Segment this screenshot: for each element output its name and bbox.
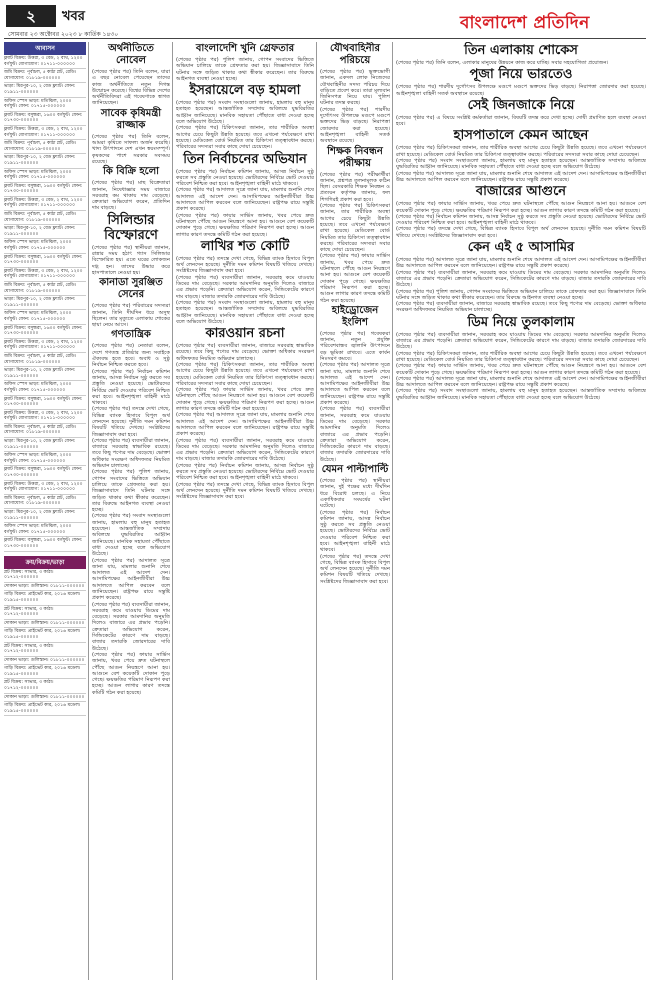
headline-israel: ইসরায়েলে বড় হামলা	[189, 83, 301, 99]
classified-item: জমি বিক্রয়: পূর্বাচল, ৫ কাঠা প্লট, রেডি। যোগাযোগ: ০১৮১৯-০০০০০০	[4, 140, 86, 154]
story-body-bazar-cont: (শেষের পৃষ্ঠার পর) তদন্তে দেখা গেছে, বিভিন্ন ব্যাংক হিসাবে বিপুল অর্থ লেনদেন হয়েছে। দুর্নীতি দমন কমিশন বিষয়টি খতিয়ে দেখছে। সংশ্লিষ্টদের জিজ্ঞাসাবাদ করা হবে।	[396, 226, 646, 239]
classified-item: ফ্ল্যাট বিক্রয়: বসুন্ধরা, ১৬০০ বর্গফুট। ফোন: ০১৭৩০-০০০০০০	[4, 183, 86, 197]
classifieds-column	[4, 42, 86, 980]
story-body-keno-cont: (শেষের পৃষ্ঠার পর) ব্যবসায়ীরা জানান, সরবরাহ কমে যাওয়ায় ডিমের দাম বেড়েছে। সরকার আমদানির অনুমতি দিলেও বাজারে এর প্রভাব পড়েনি। ক্রেতারা অভিযোগ করেন, সিন্ডিকেটের কারণে দাম বাড়ছে। বাজার তদারকি জোরদারের দাবি উঠেছে।	[396, 269, 646, 289]
story-body-dim-cont: (শেষের পৃষ্ঠার পর) চিকিৎসকরা জানান, তার শারীরিক অবস্থা আগের চেয়ে কিছুটা উন্নতি হয়েছে। তবে এখনো পর্যবেক্ষণে রাখা হয়েছে। মেডিকেল বোর্ড নিয়মিত তার চিকিৎসা তত্ত্বাবধান করছে। পরিবারের সদস্যরা সবার কাছে দোয়া চেয়েছেন।	[396, 350, 646, 363]
story-body-lakhs-cont: (শেষের পৃষ্ঠার পর) সংবাদ সংস্থাগুলো জানায়, হামলায় বহু মানুষ হতাহত হয়েছেন। আন্তর্জাতিক সম্প্রদায় অবিলম্বে যুদ্ধবিরতির আহ্বান জানিয়েছে। মানবিক সহায়তা পৌঁছাতে বাধা দেওয়া হচ্ছে বলে অভিযোগ উঠেছে।	[176, 299, 314, 325]
classified-item: গাড়ি বিক্রয়: প্রাইভেট কার, ২০১৬ মডেল। ০১৯১৫-০০০০০০	[4, 591, 86, 605]
classified-item: জমি বিক্রয়: পূর্বাচল, ৫ কাঠা প্লট, রেডি। যোগাযোগ: ০১৮১৯-০০০০০০	[4, 211, 86, 225]
headline-keno: কেন এই ৫ আসামির	[467, 240, 575, 256]
classified-item: দোকান ভাড়া: গুলিস্তান। ০১৮১১-০০০০০০	[4, 583, 86, 592]
headline-canada: কানাডা সুরঞ্জিত সেনের	[99, 277, 163, 301]
story-body-hasapatal-cont: (শেষের পৃষ্ঠার পর) আদালত সূত্রে জানা যায়, মামলার শুনানি শেষে আদালত এই আদেশ দেন। আসামিপক্ষের আইনজীবীরা উচ্চ আদালতে আপিল করবেন বলে জানিয়েছেন। রাষ্ট্রপক্ষ রায়ে সন্তুষ্টি প্রকাশ করেছে।	[396, 170, 646, 183]
story-body-nobel: (শেষের পৃষ্ঠার পর) তিনি বলেন, যারা এ বছর নোবেল পেয়েছেন তাদের কাজ অর্থনীতিতে নতুন দিগন্ত উন্মোচন করেছে। বিশ্বের বিভিন্ন দেশের অর্থনীতিবিদরা এই গবেষণাকে স্বাগত জানিয়েছেন।	[92, 69, 170, 107]
classified-header-housing: আবাসন	[4, 42, 86, 55]
column-5	[320, 42, 390, 980]
story-body-hydrogen-cont: (শেষের পৃষ্ঠার পর) ব্যবসায়ীরা জানান, সরবরাহ কমে যাওয়ায় ডিমের দাম বেড়েছে। সরকার আমদানির অনুমতি দিলেও বাজারে এর প্রভাব পড়েনি। ক্রেতারা অভিযোগ করেন, সিন্ডিকেটের কারণে দাম বাড়ছে। বাজার তদারকি জোরদারের দাবি উঠেছে।	[320, 406, 390, 463]
story-body-jouthodhi: (শেষের পৃষ্ঠার পর) ভুক্তভোগী জানান, একদল লোক নিজেদের যৌথবাহিনীর সদস্য পরিচয় দিয়ে বাড়িতে প্রবেশ করে। তারা মূল্যবান জিনিসপত্র নিয়ে যায়। পুলিশ ঘটনার তদন্ত করছে।	[320, 69, 390, 107]
story-body-jouthodhi-cont: (শেষের পৃষ্ঠার পর) শারদীয় দুর্গোৎসব উপলক্ষে মণ্ডপে মণ্ডপে ভক্তদের ভিড় বাড়ছে। নিরাপত্তা জোরদার করা হয়েছে। আইনশৃঙ্খলা বাহিনী সতর্ক অবস্থানে রয়েছে।	[320, 106, 390, 145]
headline-jouthodhi: যৌথবাহিনীর পরিচয়ে	[329, 43, 381, 66]
headline-karwan: কারওয়ান রচনা	[205, 326, 285, 342]
classified-item: প্লট বিক্রয়: সাভার, ৩ কাঠা। ০১৭১২-০০০০০০	[4, 569, 86, 583]
headline-bd-crash: বাংলাদেশি খুনি গ্রেফতার	[195, 43, 295, 54]
classified-item: ফ্ল্যাট বিক্রয়: উত্তরা, ৩ বেড, ২ বাথ, ১২০০ বর্গফুট। যোগাযোগ: ০১৭১১-০০০০০০	[4, 55, 86, 69]
masthead	[4, 2, 646, 32]
classified-item: ভাড়া: মিরপুর-১০, ২ বেড ফ্ল্যাট। ফোন: ০১৯১১-০০০০০০	[4, 296, 86, 310]
story-body-ghat: (শেষের পৃষ্ঠার পর) স্থানীয়রা জানান, দুই পক্ষের মধ্যে দীর্ঘদিন ধরে বিরোধ চলছে। এ নিয়ে একাধিকবার সংঘর্ষের ঘটনা ঘটেছে।	[320, 478, 390, 510]
headline-lakhs: লাখির শত কোটি	[200, 238, 290, 254]
classified-item: ফ্ল্যাট বিক্রয়: বসুন্ধরা, ১৬০০ বর্গফুট। ফোন: ০১৭৩০-০০০০০০	[4, 325, 86, 339]
classified-item: প্লট বিক্রয়: সাভার, ৩ কাঠা। ০১৭১২-০০০০০০	[4, 643, 86, 657]
classified-item: ভাড়া: মিরপুর-১০, ২ বেড ফ্ল্যাট। ফোন: ০১৯১১-০০০০০০	[4, 509, 86, 523]
headline-shikkha: শিক্ষক নিবন্ধন পরীক্ষায়	[327, 145, 383, 169]
classified-item: ফ্ল্যাট বিক্রয়: বসুন্ধরা, ১৬০০ বর্গফুট। ফোন: ০১৭৩০-০০০০০০	[4, 466, 86, 480]
headline-dim: ডিম নিয়ে তুলকালাম	[467, 314, 575, 330]
column-divider	[88, 42, 89, 980]
classified-item: ফ্ল্যাট বিক্রয়: বসুন্ধরা, ১৬০০ বর্গফুট। ফোন: ০১৭৩০-০০০০০০	[4, 396, 86, 410]
story-body-filler: (শেষের পৃষ্ঠার পর) নির্বাচন কমিশন জানায়, আসন্ন নির্বাচন সুষ্ঠু করতে সব প্রস্তুতি নেওয়া হয়েছে। ভোটারদের নির্বিঘ্নে ভোট দেওয়ার পরিবেশ নিশ্চিত করা হবে। আইনশৃঙ্খলা বাহিনী মাঠে থাকবে।	[92, 368, 170, 407]
classified-item: ভাড়া: মিরপুর-১০, ২ বেড ফ্ল্যাট। ফোন: ০১৯১১-০০০০০০	[4, 225, 86, 239]
story-body-hydrogen: (শেষের পৃষ্ঠার পর) গবেষকরা জানান, নতুন প্রযুক্তি পরিবেশবান্ধব জ্বালানি উৎপাদনে বড় ভূমিকা রাখবে। এতে কার্বন নিঃসরণ কমবে।	[320, 330, 390, 362]
story-body-ghat-cont: (শেষের পৃষ্ঠার পর) নির্বাচন কমিশন জানায়, আসন্ন নির্বাচন সুষ্ঠু করতে সব প্রস্তুতি নেওয়া হয়েছে। ভোটারদের নির্বিঘ্নে ভোট দেওয়ার পরিবেশ নিশ্চিত করা হবে। আইনশৃঙ্খলা বাহিনী মাঠে থাকবে।	[320, 509, 390, 554]
story-body-shei: (শেষের পৃষ্ঠার পর) এ বিষয়ে সংশ্লিষ্ট কর্মকর্তারা জানান, বিষয়টি তদন্ত করে দেখা হচ্ছে। দোষী প্রমাণিত হলে ব্যবস্থা নেওয়া হবে।	[396, 114, 646, 128]
story-body-razzak: (শেষের পৃষ্ঠার পর) তিনি বলেন, আমরা কৃষিতে সাফল্য অর্জন করেছি। খাদ্য উৎপাদনে দেশ এখন স্বয়ংসম্পূর্ণ। কৃষকদের পাশে সরকার সবসময় রয়েছে।	[92, 133, 170, 165]
story-body-dim-cont: (শেষের পৃষ্ঠার পর) সংবাদ সংস্থাগুলো জানায়, হামলায় বহু মানুষ হতাহত হয়েছেন। আন্তর্জাতিক সম্প্রদায় অবিলম্বে যুদ্ধবিরতির আহ্বান জানিয়েছে। মানবিক সহায়তা পৌঁছাতে বাধা দেওয়া হচ্ছে বলে অভিযোগ উঠেছে।	[396, 388, 646, 401]
story-body-lakhs-cont: (শেষের পৃষ্ঠার পর) ব্যবসায়ীরা জানান, সরবরাহ কমে যাওয়ায় ডিমের দাম বেড়েছে। সরকার আমদানির অনুমতি দিলেও বাজারে এর প্রভাব পড়েনি। ক্রেতারা অভিযোগ করেন, সিন্ডিকেটের কারণে দাম বাড়ছে। বাজার তদারকি জোরদারের দাবি উঠেছে।	[176, 274, 314, 300]
headline-hasapatal: হাসপাতালে কেমন আছেন	[453, 128, 589, 144]
header-rule	[4, 38, 646, 39]
classified-item: প্লট বিক্রয়: সাভার, ৩ কাঠা। ০১৭১২-০০০০০০	[4, 606, 86, 620]
story-body-hydrogen-cont: (শেষের পৃষ্ঠার পর) আদালত সূত্রে জানা যায়, মামলার শুনানি শেষে আদালত এই আদেশ দেন। আসামিপক্ষের আইনজীবীরা উচ্চ আদালতে আপিল করবেন বলে জানিয়েছেন। রাষ্ট্রপক্ষ রায়ে সন্তুষ্টি প্রকাশ করেছে।	[320, 362, 390, 407]
story-body-hilsa: (শেষের পৃষ্ঠার পর) মাছ বিক্রেতারা জানান, নিষেধাজ্ঞার সময় বাজারে সরবরাহ কম থাকায় দাম বেড়েছে। ক্রেতারা অভিযোগ করেন, প্রতিদিন দাম বাড়ছে।	[92, 180, 170, 212]
headline-puja: পূজা নিয়ে ভারতেও	[469, 67, 573, 83]
story-body-filler: (শেষের পৃষ্ঠার পর) পুলিশ জানায়, গোপন সংবাদের ভিত্তিতে অভিযান চালিয়ে তাকে গ্রেফতার করা হয়। জিজ্ঞাসাবাদে তিনি ঘটনার সঙ্গে জড়িত থাকার কথা স্বীকার করেছেন। তার বিরুদ্ধে আইনগত ব্যবস্থা নেওয়া হচ্ছে।	[92, 469, 170, 514]
column-divider	[392, 42, 393, 980]
classified-item: ফ্ল্যাট বিক্রয়: উত্তরা, ৩ বেড, ২ বাথ, ১২০০ বর্গফুট। যোগাযোগ: ০১৭১১-০০০০০০	[4, 339, 86, 353]
newspaper-logo	[450, 4, 640, 33]
headline-razzak: সাবেক কৃষিমন্ত্রী রাজ্জাক	[100, 107, 162, 131]
classified-item: অফিস স্পেস ভাড়া: মতিঝিল, ২০০০ বর্গফুট। ফোন: ০১৭১৫-০০০০০০	[4, 169, 86, 183]
story-body-israel: (শেষের পৃষ্ঠার পর) সংবাদ সংস্থাগুলো জানায়, হামলায় বহু মানুষ হতাহত হয়েছেন। আন্তর্জাতিক সম্প্রদায় অবিলম্বে যুদ্ধবিরতির আহ্বান জানিয়েছে। মানবিক সহায়তা পৌঁছাতে বাধা দেওয়া হচ্ছে বলে অভিযোগ উঠেছে।	[176, 100, 314, 126]
story-body-dim: (শেষের পৃষ্ঠার পর) ব্যবসায়ীরা জানান, সরবরাহ কমে যাওয়ায় ডিমের দাম বেড়েছে। সরকার আমদানির অনুমতি দিলেও বাজারে এর প্রভাব পড়েনি। ক্রেতারা অভিযোগ করেন, সিন্ডিকেটের কারণে দাম বাড়ছে। বাজার তদারকি জোরদারের দাবি উঠেছে।	[396, 331, 646, 351]
story-body-gonotantri: (শেষের পৃষ্ঠার পর) নেতারা বলেন, দেশে গণতন্ত্র প্রতিষ্ঠার জন্য সবাইকে ঐক্যবদ্ধ হতে হবে। অবাধ ও সুষ্ঠু নির্বাচন নিশ্চিত করতে হবে।	[92, 343, 170, 369]
classified-item: অফিস স্পেস ভাড়া: মতিঝিল, ২০০০ বর্গফুট। ফোন: ০১৭১৫-০০০০০০	[4, 239, 86, 253]
column-divider	[316, 42, 317, 980]
story-body-three-elections-cont: (শেষের পৃষ্ঠার পর) ফায়ার সার্ভিস জানায়, খবর পেয়ে দ্রুত ঘটনাস্থলে পৌঁছে আগুন নিয়ন্ত্রণে আনা হয়। আগুনে বেশ কয়েকটি দোকান পুড়ে গেছে। ক্ষয়ক্ষতির পরিমাণ নিরূপণ করা হচ্ছে। আগুন লাগার কারণ তদন্তে কমিটি গঠন করা হয়েছে।	[176, 212, 314, 238]
classified-item: ফ্ল্যাট বিক্রয়: উত্তরা, ৩ বেড, ২ বাথ, ১২০০ বর্গফুট। যোগাযোগ: ০১৭১১-০০০০০০	[4, 126, 86, 140]
headline-hydrogen: হাইড্রোজেন ইংলিশ	[331, 304, 379, 328]
column-divider	[172, 42, 173, 980]
headline-three-elections: তিন নির্বাচনের অভিযান	[183, 151, 307, 167]
classified-item: ফ্ল্যাট বিক্রয়: উত্তরা, ৩ বেড, ২ বাথ, ১২০০ বর্গফুট। যোগাযোগ: ০১৭১১-০০০০০০	[4, 481, 86, 495]
classified-item: ফ্ল্যাট বিক্রয়: বসুন্ধরা, ১৬০০ বর্গফুট। ফোন: ০১৭৩০-০০০০০০	[4, 254, 86, 268]
classified-item: দোকান ভাড়া: গুলিস্তান। ০১৮১১-০০০০০০	[4, 694, 86, 703]
classified-item: ভাড়া: মিরপুর-১০, ২ বেড ফ্ল্যাট। ফোন: ০১৯১১-০০০০০০	[4, 367, 86, 381]
classified-item: ফ্ল্যাট বিক্রয়: বসুন্ধরা, ১৬০০ বর্গফুট। ফোন: ০১৭৩০-০০০০০০	[4, 112, 86, 126]
classified-item: জমি বিক্রয়: পূর্বাচল, ৫ কাঠা প্লট, রেডি। যোগাযোগ: ০১৮১৯-০০০০০০	[4, 69, 86, 83]
headline-shei: সেই জিনজাকে নিয়ে	[467, 97, 575, 113]
story-body-karwan-cont: (শেষের পৃষ্ঠার পর) আদালত সূত্রে জানা যায়, মামলার শুনানি শেষে আদালত এই আদেশ দেন। আসামিপক্ষের আইনজীবীরা উচ্চ আদালতে আপিল করবেন বলে জানিয়েছেন। রাষ্ট্রপক্ষ রায়ে সন্তুষ্টি প্রকাশ করেছে।	[176, 412, 314, 438]
story-body-shikkha-cont: (শেষের পৃষ্ঠার পর) চিকিৎসকরা জানান, তার শারীরিক অবস্থা আগের চেয়ে কিছুটা উন্নতি হয়েছে। তবে এখনো পর্যবেক্ষণে রাখা হয়েছে। মেডিকেল বোর্ড নিয়মিত তার চিকিৎসা তত্ত্বাবধান করছে। পরিবারের সদস্যরা সবার কাছে দোয়া চেয়েছেন।	[320, 203, 390, 254]
story-body-karwan-cont: (শেষের পৃষ্ঠার পর) তদন্তে দেখা গেছে, বিভিন্ন ব্যাংক হিসাবে বিপুল অর্থ লেনদেন হয়েছে। দুর্নীতি দমন কমিশন বিষয়টি খতিয়ে দেখছে। সংশ্লিষ্টদের জিজ্ঞাসাবাদ করা হবে।	[176, 481, 314, 501]
headline-bazar: বাজারের আগুনে	[475, 184, 567, 200]
story-body-keno-cont: (শেষের পৃষ্ঠার পর) পুলিশ জানায়, গোপন সংবাদের ভিত্তিতে অভিযান চালিয়ে তাকে গ্রেফতার করা হয়। জিজ্ঞাসাবাদে তিনি ঘটনার সঙ্গে জড়িত থাকার কথা স্বীকার করেছেন। তার বিরুদ্ধে আইনগত ব্যবস্থা নেওয়া হচ্ছে।	[396, 288, 646, 301]
story-body-israel-cont: (শেষের পৃষ্ঠার পর) চিকিৎসকরা জানান, তার শারীরিক অবস্থা আগের চেয়ে কিছুটা উন্নতি হয়েছে। তবে এখনো পর্যবেক্ষণে রাখা হয়েছে। মেডিকেল বোর্ড নিয়মিত তার চিকিৎসা তত্ত্বাবধান করছে। পরিবারের সদস্যরা সবার কাছে দোয়া চেয়েছেন।	[176, 125, 314, 151]
classified-item: ফ্ল্যাট বিক্রয়: উত্তরা, ৩ বেড, ২ বাথ, ১২০০ বর্গফুট। যোগাযোগ: ০১৭১১-০০০০০০	[4, 197, 86, 211]
story-body-bazar: (শেষের পৃষ্ঠার পর) ফায়ার সার্ভিস জানায়, খবর পেয়ে দ্রুত ঘটনাস্থলে পৌঁছে আগুন নিয়ন্ত্রণে আনা হয়। আগুনে বেশ কয়েকটি দোকান পুড়ে গেছে। ক্ষয়ক্ষতির পরিমাণ নিরূপণ করা হচ্ছে। আগুন লাগার কারণ তদন্তে কমিটি গঠন করা হয়েছে।	[396, 201, 646, 214]
story-body-keno: (শেষের পৃষ্ঠার পর) আদালত সূত্রে জানা যায়, মামলার শুনানি শেষে আদালত এই আদেশ দেন। আসামিপক্ষের আইনজীবীরা উচ্চ আদালতে আপিল করবেন বলে জানিয়েছেন। রাষ্ট্রপক্ষ রায়ে সন্তুষ্টি প্রকাশ করেছে।	[396, 257, 646, 270]
story-body-karwan-cont: (শেষের পৃষ্ঠার পর) ফায়ার সার্ভিস জানায়, খবর পেয়ে দ্রুত ঘটনাস্থলে পৌঁছে আগুন নিয়ন্ত্রণে আনা হয়। আগুনে বেশ কয়েকটি দোকান পুড়ে গেছে। ক্ষয়ক্ষতির পরিমাণ নিরূপণ করা হচ্ছে। আগুন লাগার কারণ তদন্তে কমিটি গঠন করা হয়েছে।	[176, 387, 314, 413]
headline-cylinder: সিলিন্ডার বিস্ফোরণে	[104, 212, 158, 243]
section-name: খবর	[62, 9, 85, 24]
classified-item: ভাড়া: মিরপুর-১০, ২ বেড ফ্ল্যাট। ফোন: ০১৯১১-০০০০০০	[4, 438, 86, 452]
classified-item: অফিস স্পেস ভাড়া: মতিঝিল, ২০০০ বর্গফুট। ফোন: ০১৭১৫-০০০০০০	[4, 310, 86, 324]
classified-item: গাড়ি বিক্রয়: প্রাইভেট কার, ২০১৬ মডেল। ০১৯১৫-০০০০০০	[4, 702, 86, 716]
right-block	[396, 42, 646, 980]
story-body-karwan: (শেষের পৃষ্ঠার পর) ব্যবসায়ীরা জানান, বাজারে সরবরাহ স্বাভাবিক রয়েছে। তবে কিছু পণ্যের দাম বেড়েছে। ভোক্তা অধিকার সংরক্ষণ অধিদফতর নিয়মিত অভিযান চালাচ্ছে।	[176, 343, 314, 362]
classified-item: গাড়ি বিক্রয়: প্রাইভেট কার, ২০১৬ মডেল। ০১৯১৫-০০০০০০	[4, 628, 86, 642]
story-body-filler: (শেষের পৃষ্ঠার পর) ব্যবসায়ীরা জানান, সরবরাহ কমে যাওয়ায় ডিমের দাম বেড়েছে। সরকার আমদানির অনুমতি দিলেও বাজারে এর প্রভাব পড়েনি। ক্রেতারা অভিযোগ করেন, সিন্ডিকেটের কারণে দাম বাড়ছে। বাজার তদারকি জোরদারের দাবি উঠেছে।	[92, 601, 170, 652]
classified-item: গাড়ি বিক্রয়: প্রাইভেট কার, ২০১৬ মডেল। ০১৯১৫-০০০০০০	[4, 665, 86, 679]
logo-text: বাংলাদেশ প্রতিদিন	[460, 13, 590, 33]
headline-ghat: যেমন পাল্টাপাল্টি	[321, 464, 389, 476]
classified-item: অফিস স্পেস ভাড়া: মতিঝিল, ২০০০ বর্গফুট। ফোন: ০১৭১৫-০০০০০০	[4, 452, 86, 466]
story-body-puja: (শেষের পৃষ্ঠার পর) শারদীয় দুর্গোৎসব উপলক্ষে মণ্ডপে মণ্ডপে ভক্তদের ভিড় বাড়ছে। নিরাপত্তা জোরদার করা হয়েছে। আইনশৃঙ্খলা বাহিনী সতর্ক অবস্থানে রয়েছে।	[396, 84, 646, 97]
story-body-dim-cont: (শেষের পৃষ্ঠার পর) ফায়ার সার্ভিস জানায়, খবর পেয়ে দ্রুত ঘটনাস্থলে পৌঁছে আগুন নিয়ন্ত্রণে আনা হয়। আগুনে বেশ কয়েকটি দোকান পুড়ে গেছে। ক্ষয়ক্ষতির পরিমাণ নিরূপণ করা হচ্ছে। আগুন লাগার কারণ তদন্তে কমিটি গঠন করা হয়েছে।	[396, 363, 646, 376]
classified-header-buy-sell: ক্রয়/বিক্রয়/ভাড়া	[4, 556, 86, 569]
classified-item: ফ্ল্যাট বিক্রয়: বসুন্ধরা, ১৬০০ বর্গফুট। ফোন: ০১৭৩০-০০০০০০	[4, 537, 86, 551]
story-body-filler: (শেষের পৃষ্ঠার পর) ব্যবসায়ীরা জানান, বাজারে সরবরাহ স্বাভাবিক রয়েছে। তবে কিছু পণ্যের দাম বেড়েছে। ভোক্তা অধিকার সংরক্ষণ অধিদফতর নিয়মিত অভিযান চালাচ্ছে।	[92, 437, 170, 470]
story-body-karwan-cont: (শেষের পৃষ্ঠার পর) ব্যবসায়ীরা জানান, সরবরাহ কমে যাওয়ায় ডিমের দাম বেড়েছে। সরকার আমদানির অনুমতি দিলেও বাজারে এর প্রভাব পড়েনি। ক্রেতারা অভিযোগ করেন, সিন্ডিকেটের কারণে দাম বাড়ছে। বাজার তদারকি জোরদারের দাবি উঠেছে।	[176, 437, 314, 463]
classified-item: অফিস স্পেস ভাড়া: মতিঝিল, ২০০০ বর্গফুট। ফোন: ০১৭১৫-০০০০০০	[4, 523, 86, 537]
story-body-bd-crash: (শেষের পৃষ্ঠার পর) পুলিশ জানায়, গোপন সংবাদের ভিত্তিতে অভিযান চালিয়ে তাকে গ্রেফতার করা হয়। জিজ্ঞাসাবাদে তিনি ঘটনার সঙ্গে জড়িত থাকার কথা স্বীকার করেছেন। তার বিরুদ্ধে আইনগত ব্যবস্থা নেওয়া হচ্ছে।	[176, 57, 314, 82]
story-body-filler: (শেষের পৃষ্ঠার পর) তদন্তে দেখা গেছে, বিভিন্ন ব্যাংক হিসাবে বিপুল অর্থ লেনদেন হয়েছে। দুর্নীতি দমন কমিশন বিষয়টি খতিয়ে দেখছে। সংশ্লিষ্টদের জিজ্ঞাসাবাদ করা হবে।	[92, 406, 170, 438]
classified-item: দোকান ভাড়া: গুলিস্তান। ০১৮১১-০০০০০০	[4, 620, 86, 629]
story-body-bazar-cont: (শেষের পৃষ্ঠার পর) নির্বাচন কমিশন জানায়, আসন্ন নির্বাচন সুষ্ঠু করতে সব প্রস্তুতি নেওয়া হয়েছে। ভোটারদের নির্বিঘ্নে ভোট দেওয়ার পরিবেশ নিশ্চিত করা হবে। আইনশৃঙ্খলা বাহিনী মাঠে থাকবে।	[396, 213, 646, 227]
story-body-canada: (শেষের পৃষ্ঠার পর) পরিবারের সদস্যরা জানান, তিনি দীর্ঘদিন ধরে অসুস্থ ছিলেন। তার মৃত্যুতে এলাকায় শোকের ছায়া নেমে আসে।	[92, 303, 170, 329]
dateline: সোমবার ২৩ অক্টোবর ২০২৩ ৮ কার্তিক ১৪৩০	[8, 31, 119, 38]
classified-item: প্লট বিক্রয়: সাভার, ৩ কাঠা। ০১৭১২-০০০০০০	[4, 679, 86, 693]
story-body-tin-eleka: (শেষের পৃষ্ঠার পর) তিনি বলেন, এলাকার মানুষের উন্নয়নে কাজ করে যাচ্ছি। সবার সহযোগিতা প্রয়োজন।	[396, 60, 609, 66]
story-body-hasapatal: (শেষের পৃষ্ঠার পর) চিকিৎসকরা জানান, তার শারীরিক অবস্থা আগের চেয়ে কিছুটা উন্নতি হয়েছে। তবে এখনো পর্যবেক্ষণে রাখা হয়েছে। মেডিকেল বোর্ড নিয়মিত তার চিকিৎসা তত্ত্বাবধান করছে। পরিবারের সদস্যরা সবার কাছে দোয়া চেয়েছেন।	[396, 145, 646, 158]
story-body-filler: (শেষের পৃষ্ঠার পর) ফায়ার সার্ভিস জানায়, খবর পেয়ে দ্রুত ঘটনাস্থলে পৌঁছে আগুন নিয়ন্ত্রণে আনা হয়। আগুনে বেশ কয়েকটি দোকান পুড়ে গেছে। ক্ষয়ক্ষতির পরিমাণ নিরূপণ করা হচ্ছে। আগুন লাগার কারণ তদন্তে কমিটি গঠন করা হয়েছে।	[92, 651, 170, 696]
story-body-keno-cont: (শেষের পৃষ্ঠার পর) ব্যবসায়ীরা জানান, বাজারে সরবরাহ স্বাভাবিক রয়েছে। তবে কিছু পণ্যের দাম বেড়েছে। ভোক্তা অধিকার সংরক্ষণ অধিদফতর নিয়মিত অভিযান চালাচ্ছে।	[396, 301, 646, 314]
classified-item: ফ্ল্যাট বিক্রয়: উত্তরা, ৩ বেড, ২ বাথ, ১২০০ বর্গফুট। যোগাযোগ: ০১৭১১-০০০০০০	[4, 410, 86, 424]
story-body-hasapatal-cont: (শেষের পৃষ্ঠার পর) সংবাদ সংস্থাগুলো জানায়, হামলায় বহু মানুষ হতাহত হয়েছেন। আন্তর্জাতিক সম্প্রদায় অবিলম্বে যুদ্ধবিরতির আহ্বান জানিয়েছে। মানবিক সহায়তা পৌঁছাতে বাধা দেওয়া হচ্ছে বলে অভিযোগ উঠেছে।	[396, 158, 646, 171]
headline-tin-eleka: তিন এলাকায় শোকেস	[464, 43, 578, 58]
story-body-karwan-cont: (শেষের পৃষ্ঠার পর) নির্বাচন কমিশন জানায়, আসন্ন নির্বাচন সুষ্ঠু করতে সব প্রস্তুতি নেওয়া হয়েছে। ভোটারদের নির্বিঘ্নে ভোট দেওয়ার পরিবেশ নিশ্চিত করা হবে। আইনশৃঙ্খলা বাহিনী মাঠে থাকবে।	[176, 462, 314, 482]
headline-gonotantri: গণতান্ত্রিক	[111, 329, 151, 341]
classified-item: ফ্ল্যাট বিক্রয়: উত্তরা, ৩ বেড, ২ বাথ, ১২০০ বর্গফুট। যোগাযোগ: ০১৭১১-০০০০০০	[4, 268, 86, 282]
classified-item: ভাড়া: মিরপুর-১০, ২ বেড ফ্ল্যাট। ফোন: ০১৯১১-০০০০০০	[4, 83, 86, 97]
classified-item: জমি বিক্রয়: পূর্বাচল, ৫ কাঠা প্লট, রেডি। যোগাযোগ: ০১৮১৯-০০০০০০	[4, 495, 86, 509]
story-body-cylinder: (শেষের পৃষ্ঠার পর) স্থানীয়রা জানান, রান্নার সময় হঠাৎ গ্যাস সিলিন্ডার বিস্ফোরিত হয়। এতে ঘরের লোকজন দগ্ধ হন। তাদের উদ্ধার করে হাসপাতালে নেওয়া হয়।	[92, 244, 170, 276]
story-body-karwan-cont: (শেষের পৃষ্ঠার পর) চিকিৎসকরা জানান, তার শারীরিক অবস্থা আগের চেয়ে কিছুটা উন্নতি হয়েছে। তবে এখনো পর্যবেক্ষণে রাখা হয়েছে। মেডিকেল বোর্ড নিয়মিত তার চিকিৎসা তত্ত্বাবধান করছে। পরিবারের সদস্যরা সবার কাছে দোয়া চেয়েছেন।	[176, 361, 314, 387]
headline-hilsa: কি বিক্রি হলো	[102, 166, 160, 178]
story-body-three-elections-cont: (শেষের পৃষ্ঠার পর) আদালত সূত্রে জানা যায়, মামলার শুনানি শেষে আদালত এই আদেশ দেন। আসামিপক্ষের আইনজীবীরা উচ্চ আদালতে আপিল করবেন বলে জানিয়েছেন। রাষ্ট্রপক্ষ রায়ে সন্তুষ্টি প্রকাশ করেছে।	[176, 187, 314, 213]
classified-item: ভাড়া: মিরপুর-১০, ২ বেড ফ্ল্যাট। ফোন: ০১৯১১-০০০০০০	[4, 154, 86, 168]
story-body-shikkha: (শেষের পৃষ্ঠার পর) পরীক্ষার্থীরা জানান, প্রশ্নপত্র তুলনামূলক কঠিন ছিল। বেসরকারি শিক্ষক নিবন্ধন ও প্রত্যয়ন কর্তৃপক্ষ জানায়, ফল শিগগিরই প্রকাশ করা হবে।	[320, 171, 390, 203]
classified-item: জমি বিক্রয়: পূর্বাচল, ৫ কাঠা প্লট, রেডি। যোগাযোগ: ০১৮১৯-০০০০০০	[4, 282, 86, 296]
classified-item: অফিস স্পেস ভাড়া: মতিঝিল, ২০০০ বর্গফুট। ফোন: ০১৭১৫-০০০০০০	[4, 98, 86, 112]
classified-item: দোকান ভাড়া: গুলিস্তান। ০১৮১১-০০০০০০	[4, 657, 86, 666]
headline-nobel: অর্থনীতিতে নোবেল	[108, 43, 154, 66]
story-body-lakhs: (শেষের পৃষ্ঠার পর) তদন্তে দেখা গেছে, বিভিন্ন ব্যাংক হিসাবে বিপুল অর্থ লেনদেন হয়েছে। দুর্নীতি দমন কমিশন বিষয়টি খতিয়ে দেখছে। সংশ্লিষ্টদের জিজ্ঞাসাবাদ করা হবে।	[176, 255, 314, 275]
story-body-filler: (শেষের পৃষ্ঠার পর) আদালত সূত্রে জানা যায়, মামলার শুনানি শেষে আদালত এই আদেশ দেন। আসামিপক্ষের আইনজীবীরা উচ্চ আদালতে আপিল করবেন বলে জানিয়েছেন। রাষ্ট্রপক্ষ রায়ে সন্তুষ্টি প্রকাশ করেছে।	[92, 557, 170, 602]
story-body-dim-cont: (শেষের পৃষ্ঠার পর) আদালত সূত্রে জানা যায়, মামলার শুনানি শেষে আদালত এই আদেশ দেন। আসামিপক্ষের আইনজীবীরা উচ্চ আদালতে আপিল করবেন বলে জানিয়েছেন। রাষ্ট্রপক্ষ রায়ে সন্তুষ্টি প্রকাশ করেছে।	[396, 375, 646, 389]
story-body-three-elections: (শেষের পৃষ্ঠার পর) নির্বাচন কমিশন জানায়, আসন্ন নির্বাচন সুষ্ঠু করতে সব প্রস্তুতি নেওয়া হয়েছে। ভোটারদের নির্বিঘ্নে ভোট দেওয়ার পরিবেশ নিশ্চিত করা হবে। আইনশৃঙ্খলা বাহিনী মাঠে থাকবে।	[176, 168, 314, 188]
story-body-shikkha-cont: (শেষের পৃষ্ঠার পর) ফায়ার সার্ভিস জানায়, খবর পেয়ে দ্রুত ঘটনাস্থলে পৌঁছে আগুন নিয়ন্ত্রণে আনা হয়। আগুনে বেশ কয়েকটি দোকান পুড়ে গেছে। ক্ষয়ক্ষতির পরিমাণ নিরূপণ করা হচ্ছে। আগুন লাগার কারণ তদন্তে কমিটি গঠন করা হয়েছে।	[320, 253, 390, 304]
classified-item: জমি বিক্রয়: পূর্বাচল, ৫ কাঠা প্লট, রেডি। যোগাযোগ: ০১৮১৯-০০০০০০	[4, 424, 86, 438]
story-body-ghat-cont: (শেষের পৃষ্ঠার পর) তদন্তে দেখা গেছে, বিভিন্ন ব্যাংক হিসাবে বিপুল অর্থ লেনদেন হয়েছে। দুর্নীতি দমন কমিশন বিষয়টি খতিয়ে দেখছে। সংশ্লিষ্টদের জিজ্ঞাসাবাদ করা হবে।	[320, 553, 390, 585]
column-2	[92, 42, 170, 980]
story-body-filler: (শেষের পৃষ্ঠার পর) সংবাদ সংস্থাগুলো জানায়, হামলায় বহু মানুষ হতাহত হয়েছেন। আন্তর্জাতিক সম্প্রদায় অবিলম্বে যুদ্ধবিরতির আহ্বান জানিয়েছে। মানবিক সহায়তা পৌঁছাতে বাধা দেওয়া হচ্ছে বলে অভিযোগ উঠেছে।	[92, 513, 170, 558]
classified-item: জমি বিক্রয়: পূর্বাচল, ৫ কাঠা প্লট, রেডি। যোগাযোগ: ০১৮১৯-০০০০০০	[4, 353, 86, 367]
column-3	[176, 42, 314, 980]
page-number: ২	[6, 5, 56, 27]
classified-item: অফিস স্পেস ভাড়া: মতিঝিল, ২০০০ বর্গফুট। ফোন: ০১৭১৫-০০০০০০	[4, 381, 86, 395]
